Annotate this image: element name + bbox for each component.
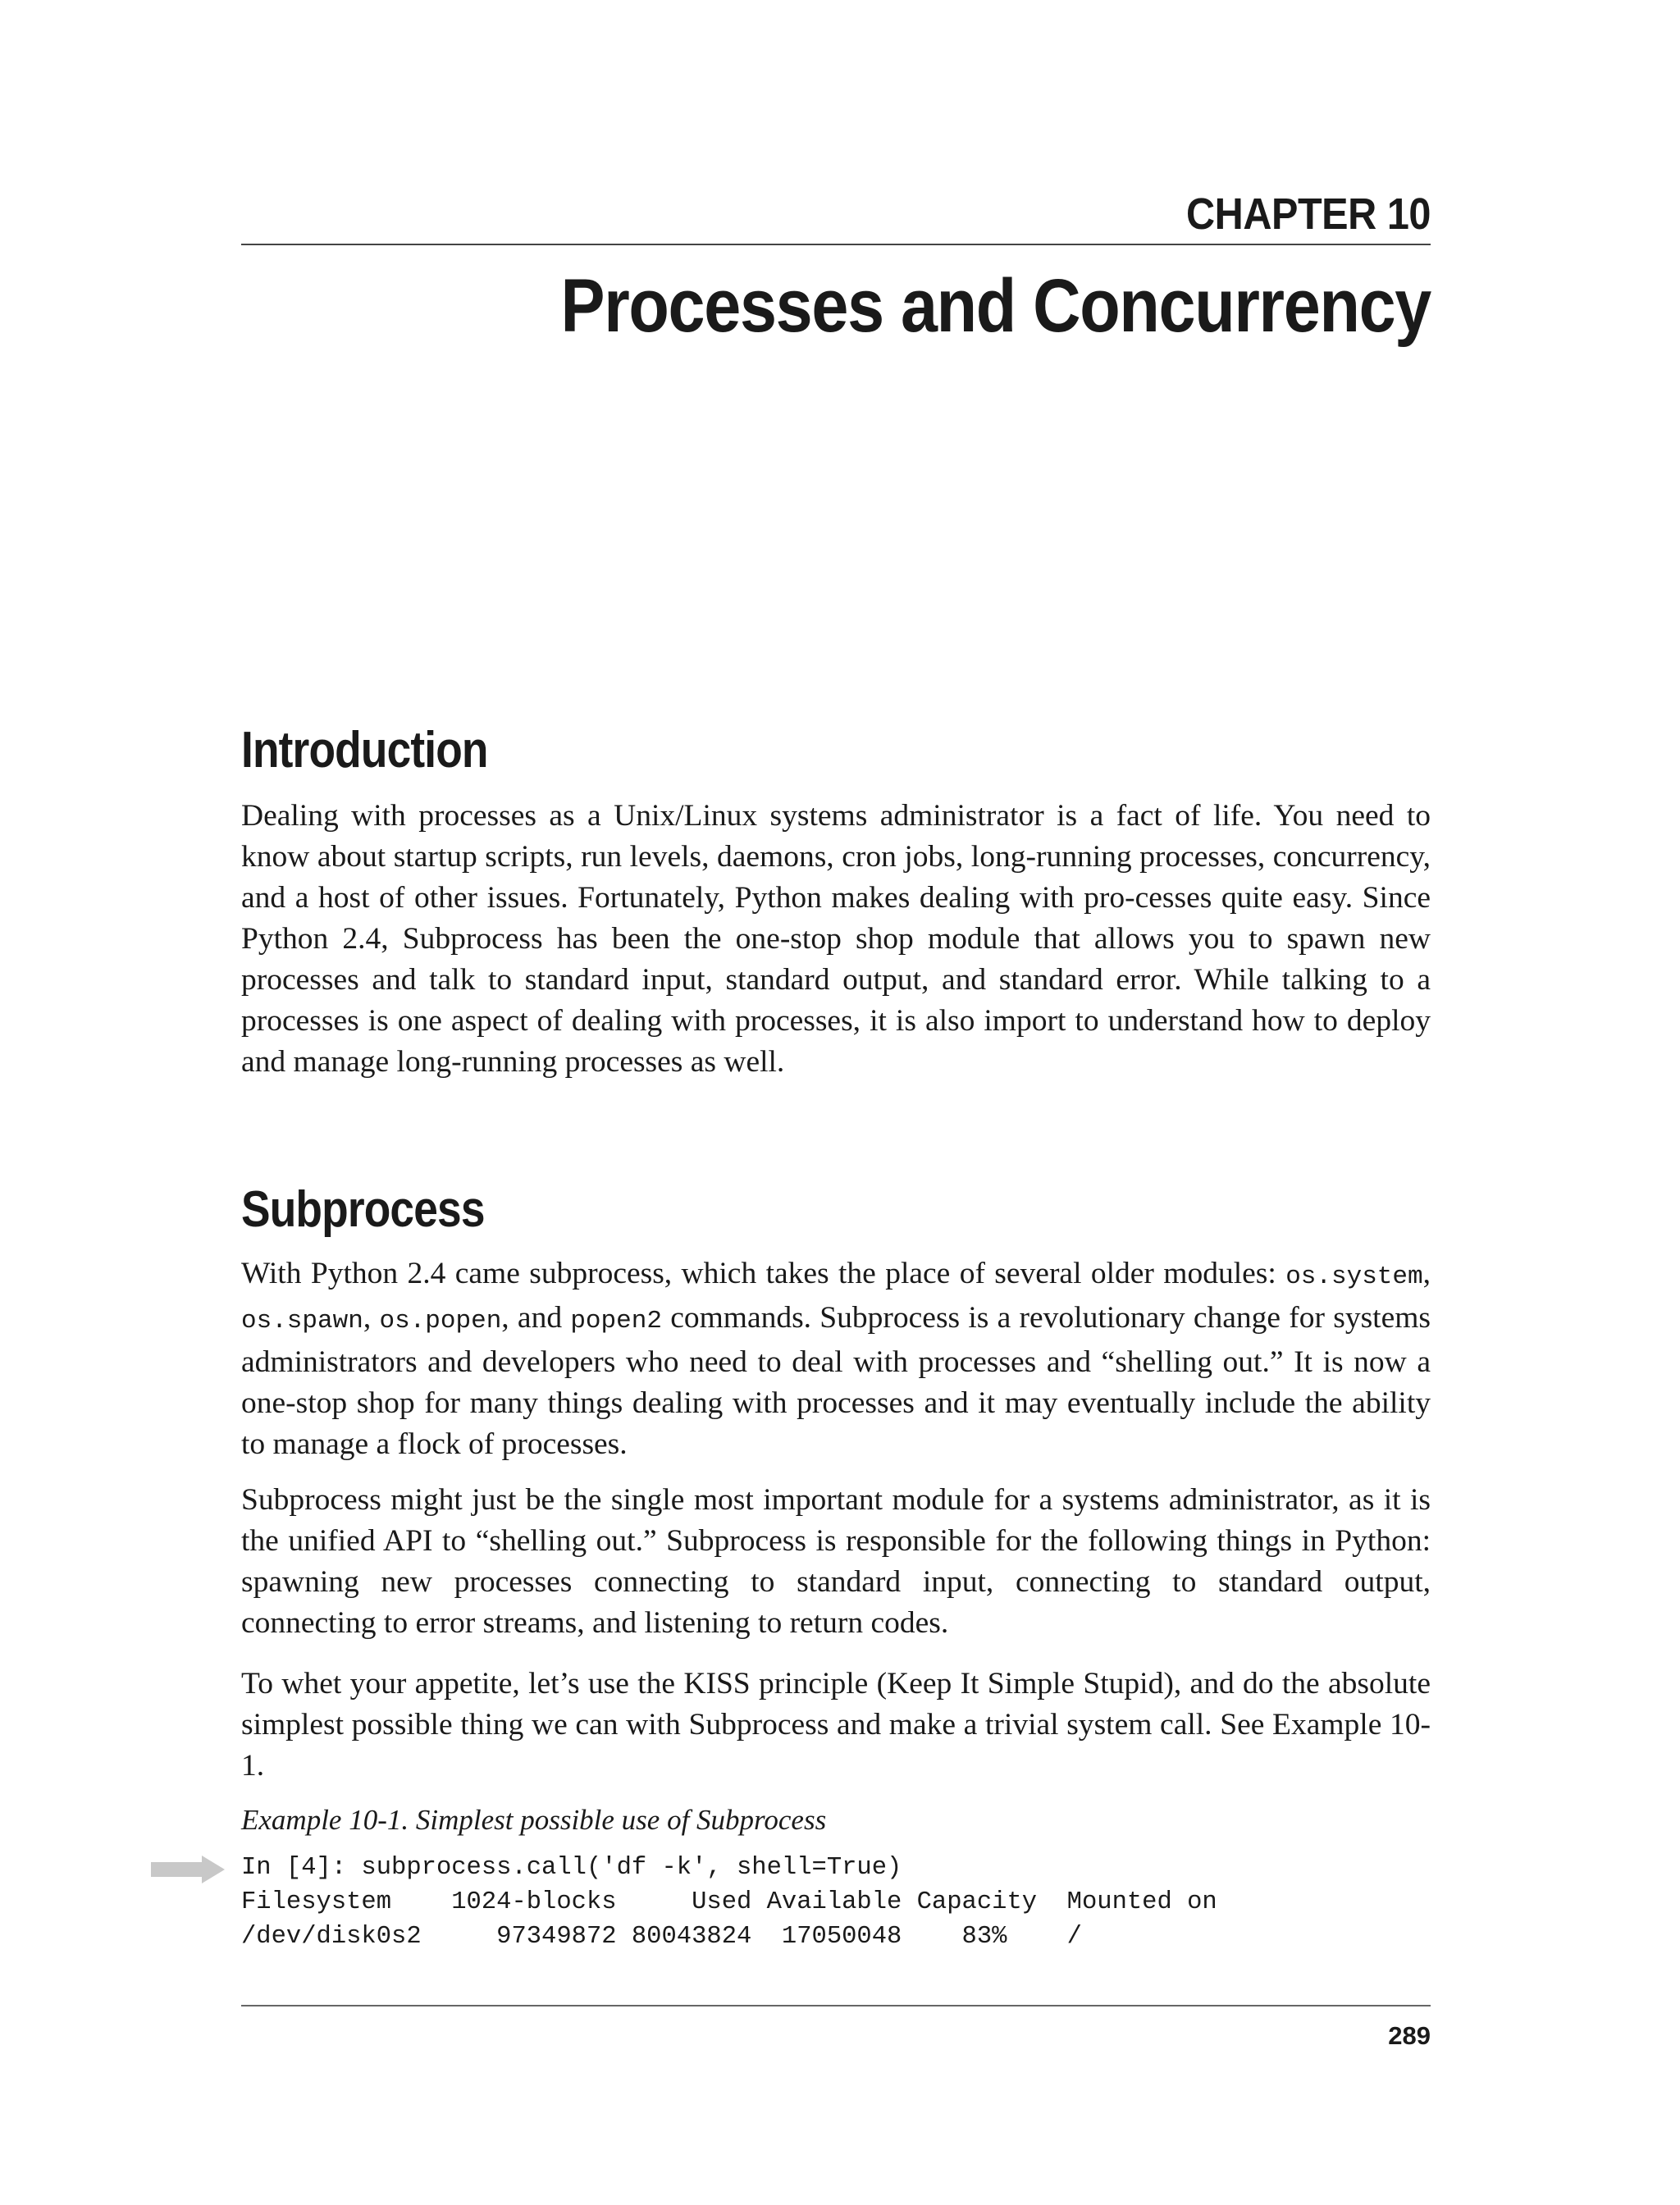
chapter-title: Processes and Concurrency bbox=[560, 264, 1431, 348]
paragraph-text: , bbox=[363, 1301, 380, 1335]
introduction-paragraph: Dealing with processes as a Unix/Linux systems administrator is a fact of life. You need to know about startup scripts, run levels, daemons, cron jobs, long-running processes, concurrency, and a host of other issues. Fortunately, Python makes dealing with pro-cesses quite easy. Since Python 2.4, Subprocess has been the one-stop shop module that allows you to spawn new processes and talk to standard input, standard output, and standard error. While talking to a processes is one aspect of dealing with processes, it is also import to understand how to deploy and manage long-running processes as well. bbox=[241, 799, 1431, 1079]
section-heading-introduction: Introduction bbox=[241, 722, 488, 778]
paragraph-text: With Python 2.4 came subprocess, which takes the place of several older modules: bbox=[241, 1257, 1286, 1290]
inline-code-popen2: popen2 bbox=[570, 1307, 662, 1335]
section-heading-subprocess: Subprocess bbox=[241, 1181, 485, 1238]
chapter-rule bbox=[241, 244, 1431, 245]
paragraph-text: commands. Subprocess is a revolutionary change for systems administrators and developers who need to deal with processes and “shelling out.” It is now a one-stop shop for many things dealing with processes and it may eventually include the ability to manage a flock of processes. bbox=[241, 1301, 1431, 1461]
paragraph-text: , and bbox=[501, 1301, 571, 1335]
page-number: 289 bbox=[1388, 2021, 1431, 2050]
code-example: In [4]: subprocess.call('df -k', shell=True) Filesystem 1024-blocks Used Available Capacity Mounted on /dev/disk0s2 97349872 80043824 17050048 83% / bbox=[241, 1854, 1217, 1951]
subprocess-paragraph-1 bbox=[241, 1253, 1431, 1465]
inline-code-os-system: os.system bbox=[1285, 1262, 1423, 1291]
chapter-label: CHAPTER 10 bbox=[1186, 189, 1431, 239]
footer-rule bbox=[241, 2005, 1431, 2006]
paragraph-text: , bbox=[1422, 1257, 1431, 1290]
subprocess-paragraph-2: Subprocess might just be the single most important module for a systems administrator, as it is the unified API to “shelling out.” Subprocess is responsible for the following things in Python: spawning new processes connecting to standard input, connecting to standard output, connecting to error streams, and listening to return codes. bbox=[241, 1483, 1431, 1640]
arrow-right-icon bbox=[151, 1856, 225, 1883]
inline-code-os-spawn: os.spawn bbox=[241, 1307, 363, 1335]
example-caption: Example 10-1. Simplest possible use of Subprocess bbox=[241, 1804, 827, 1836]
subprocess-paragraph-3: To whet your appetite, let’s use the KISS principle (Keep It Simple Stupid), and do the absolute simplest possible thing we can with Subprocess and make a trivial system call. See Example 10-1. bbox=[241, 1667, 1431, 1783]
inline-code-os-popen: os.popen bbox=[379, 1307, 502, 1335]
